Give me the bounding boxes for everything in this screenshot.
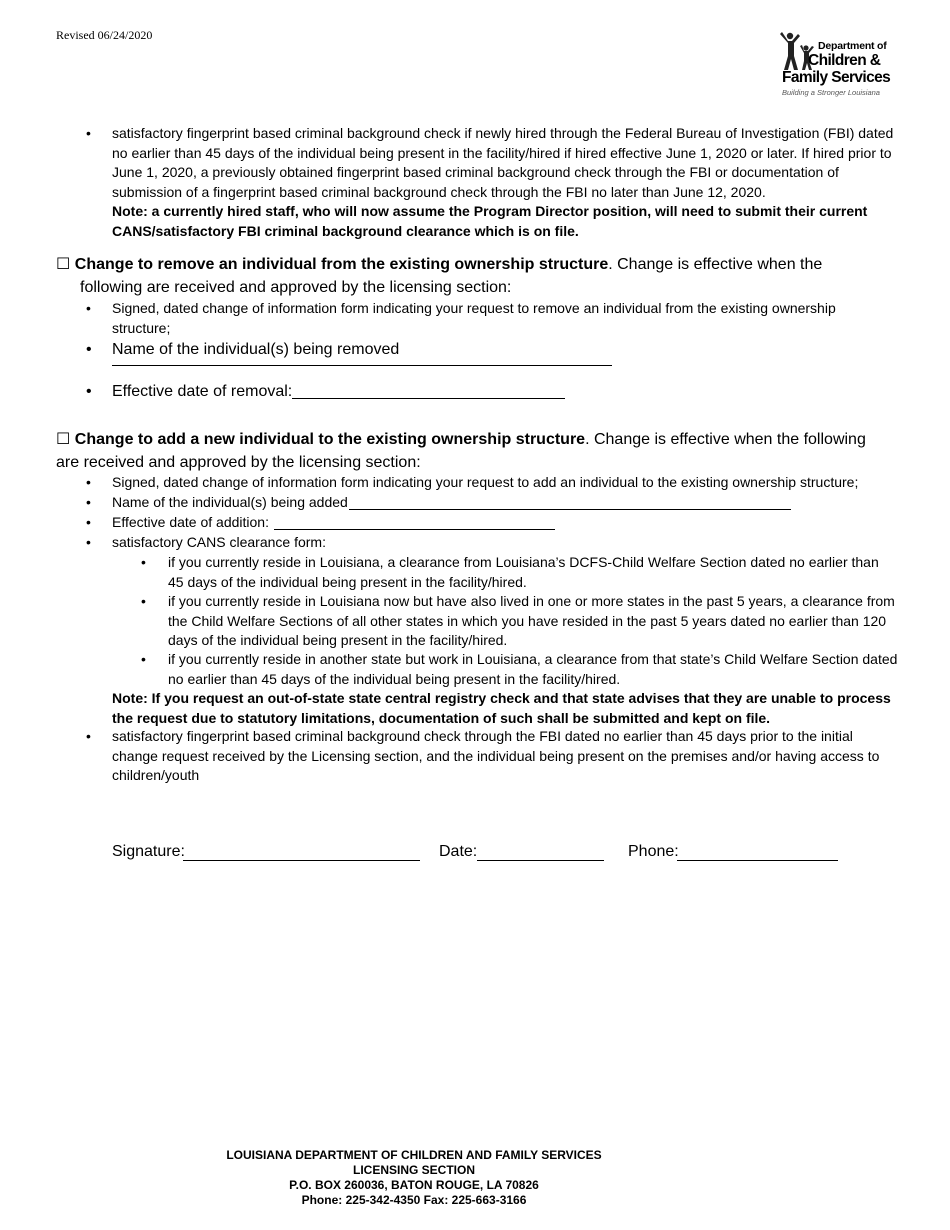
bullet-dot: • (86, 341, 92, 358)
bullet-dot: • (86, 514, 91, 530)
add-item-1: Signed, dated change of information form indicating your request to add an individual to the existing ownership structure; (112, 474, 859, 490)
sub-bullet-dot: • (141, 593, 146, 609)
bullet-dot: • (86, 300, 91, 316)
remove-heading: Change to remove an individual from the existing ownership structure (74, 256, 609, 273)
add-subitem-3: if you currently reside in another state but work in Louisiana, a clearance from that state’s Child Welfare Section dated no earlier than 45 days of the individual being present in the facility/hired. (168, 651, 898, 687)
revised-date: Revised 06/24/2020 (56, 28, 153, 42)
remove-item-1: Signed, dated change of information form indicating your request to remove an individual from the existing ownership structure; (112, 300, 836, 336)
dcfs-logo (776, 32, 891, 100)
add-note: Note: If you request an out-of-state state central registry check and that state advises that they are unable to process the request due to statutory limitations, documentation of such shall be submitted and kept on file. (112, 690, 891, 726)
sub-bullet-dot: • (141, 554, 146, 570)
bullet-dot: • (86, 383, 92, 400)
add-subitem-2: if you currently reside in Louisiana now but have also lived in one or more states in the past 5 years, a clearance from the Child Welfare Sections of all other states in which you have resided in the past 5 years dated no earlier than 120 days of the individual being present in the facility/hired. (168, 593, 895, 648)
added-name-line[interactable] (349, 509, 791, 510)
add-intro: . Change is effective when the following are received and approved by the licensing section: (56, 431, 866, 471)
logo-text-line2: Children & (808, 52, 881, 69)
phone-label: Phone: (628, 843, 679, 860)
remove-section-header (56, 253, 880, 299)
logo-text-line3: Family Services (782, 69, 891, 86)
logo-text-line1: Department of (818, 40, 887, 52)
bullet-dot: • (86, 474, 91, 490)
date-label: Date: (439, 843, 478, 860)
footer-address (214, 1148, 614, 1208)
footer-line3: P.O. BOX 260036, BATON ROUGE, LA 70826 (289, 1178, 539, 1192)
bullet-dot: • (86, 728, 91, 744)
add-heading: Change to add a new individual to the existing ownership structure (74, 431, 586, 448)
removal-date-label: Effective date of removal: (112, 383, 293, 400)
bullet-dot: • (86, 125, 91, 141)
logo-tagline: Building a Stronger Louisiana (782, 88, 880, 97)
sub-bullet-dot: • (141, 651, 146, 667)
footer-line4: Phone: 225-342-4350 Fax: 225-663-3166 (301, 1193, 527, 1207)
section0-note: Note: a currently hired staff, who will now assume the Program Director position, will need to submit their current CANS/satisfactory FBI criminal background clearance which is on file. (112, 203, 868, 239)
add-subitem-1: if you currently reside in Louisiana, a clearance from Louisiana’s DCFS-Child Welfare Section dated no earlier than 45 days of the individual being present in the facility/hired. (168, 554, 879, 590)
bullet-dot: • (86, 534, 91, 550)
add-checkbox[interactable]: ☐ (56, 431, 75, 448)
remove-intro: . Change is effective when the following are received and approved by the licensing section: (80, 256, 823, 296)
add-fbi-item: satisfactory fingerprint based criminal background check through the FBI dated no earlier than 45 days prior to the initial change request received by the Licensing section, and the individual being present on the premises and/or having access to children/youth (112, 728, 880, 783)
footer-line1: LOUISIANA DEPARTMENT OF CHILDREN AND FAMILY SERVICES (226, 1148, 602, 1162)
bullet-dot: • (86, 494, 91, 510)
footer-line2: LICENSING SECTION (352, 1163, 475, 1177)
add-item-2: Name of the individual(s) being added (112, 494, 348, 510)
signature-label: Signature: (112, 843, 185, 860)
removal-date-line[interactable] (292, 398, 565, 399)
date-field[interactable] (477, 860, 604, 861)
phone-field[interactable] (677, 860, 838, 861)
remove-item-3 (112, 380, 292, 403)
section0-bullet-text: satisfactory fingerprint based criminal background check if newly hired through the Federal Bureau of Investigation (FBI) dated no earlier than 45 days of the individual being present in the facility/hired if hired effective June 1, 2020 or later. If hired prior to June 1, 2020, a previously obtained fingerprint based criminal background check through the FBI or documentation of submission of a fingerprint based criminal background check through the FBI no later than June 12, 2020. (112, 125, 894, 200)
remove-checkbox[interactable]: ☐ (56, 256, 75, 273)
remove-item-2: Name of the individual(s) being removed (112, 341, 400, 358)
section0-item (112, 124, 902, 241)
addition-date-line[interactable] (274, 529, 555, 530)
add-item-4: satisfactory CANS clearance form: (112, 534, 326, 550)
add-section-header (56, 428, 886, 474)
removed-name-line[interactable] (112, 365, 612, 366)
signature-field[interactable] (183, 860, 420, 861)
add-item-3: Effective date of addition: (112, 514, 269, 530)
